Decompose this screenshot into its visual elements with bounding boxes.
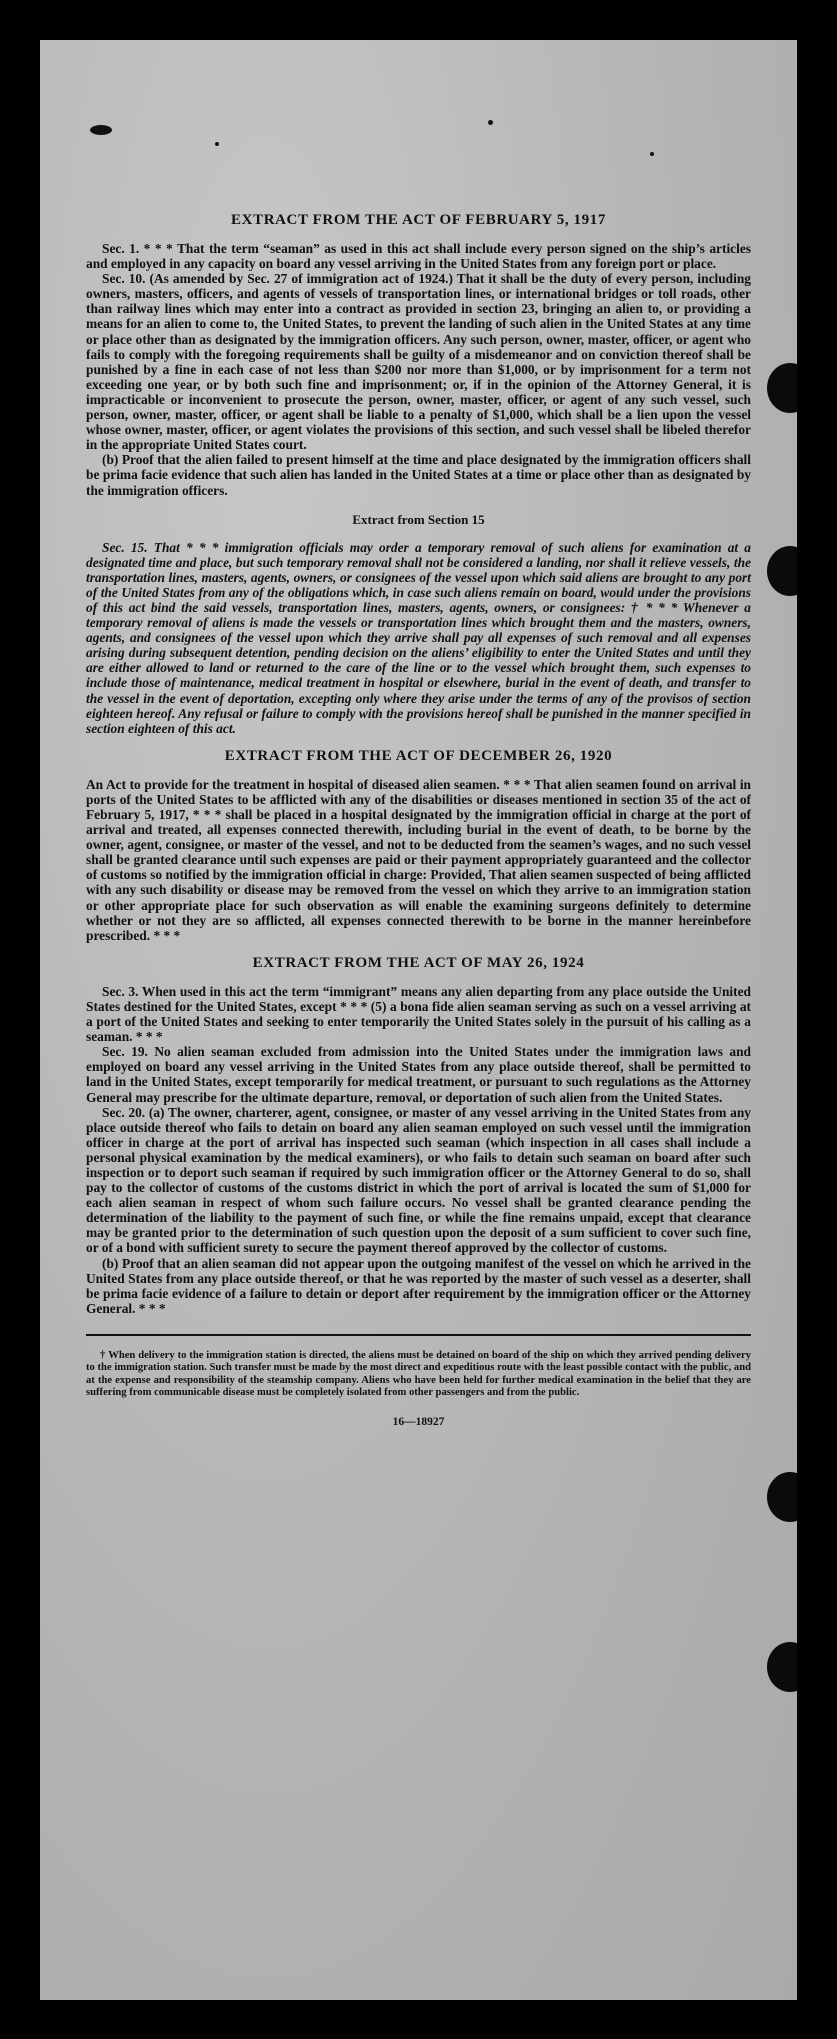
heading-act-1920: EXTRACT FROM THE ACT OF DECEMBER 26, 1920 [224,747,613,764]
section-20b-paragraph: (b) Proof that an alien seaman did not appear upon the outgoing manifest of the vessel on which he arrived in the United States from any place outside thereof, or that he was reported by the master of such vessel as a deserter, shall be prima facie evidence of a failure to detain or deport after requirement by the immigration officer or the Attorney General. * * * [86,1255,751,1316]
section-20-paragraph: Sec. 20. (a) The owner, charterer, agent, consignee, or master of any vessel arriving in the United States from any place outside thereof who fails to detain on board any alien seaman employed on such vessel until the immigration officer in charge at the port of arrival has inspected such seaman (which inspection in all cases shall include a personal physical examination by the medical examiners), or who fails to detain such seaman on board after such inspection or to deport such seaman if required by such immigration officer or the Attorney General to do so, shall pay to the collector of customs of the customs district in which the port of arrival is located the sum of $1,000 for each alien seaman in respect of whom such failure occurs. No vessel shall be granted clearance pending the determination of the liability to the payment of such fine, or while the fine remains unpaid, except that clearance may be granted prior to the determination of such question upon the deposit of a sum sufficient to cover such fine, or of a bond with sufficient surety to secure the payment thereof approved by the collector of customs. [86,1104,751,1256]
form-number: 16—18927 [392,1415,445,1428]
section-10-paragraph: Sec. 10. (As amended by Sec. 27 of immigration act of 1924.) That it shall be the duty of every person, including owners, masters, officers, and agents of vessels of transportation lines, or international bridges or toll roads, other than railway lines which may enter into a contract as provided in section 23, bringing an alien to, or providing a means for an alien to come to, the United States, to prevent the landing of such alien in the United States at any time or place other than as designated by the immigration officers. Any such person, owner, master, officer, or agent who fails to comply with the foregoing requirements shall be guilty of a misdemeanor and on conviction thereof shall be punished by a fine in each case of not less than $200 nor more than $1,000, or by imprisonment for a term not exceeding one year, or by both such fine and imprisonment; or, if in the opinion of the Attorney General, it is impracticable or inconvenient to prosecute the person, owner, master, officer, or agent of any such vessel, such person, owner, master, officer, or agent shall be liable to a penalty of $1,000, which shall be a lien upon the vessel whose owner, master, officer, or agent violates the provisions of this section, and such vessel shall be libeled therefor in the appropriate United States court. [86,271,751,453]
footnote: † When delivery to the immigration station is directed, the aliens must be detained on board of the ship on which they arrived pending delivery to the immigration station. Such transfer must be made by the most direct and expeditious route with the least possible contact with the public, and at the expense and responsibility of the steamship company. Aliens who have been held for further medical examination in the belief that they are suffering from communicable disease must be completely isolated from other passengers and from the public. [86,1349,751,1399]
ink-speck [90,125,112,135]
punch-hole [767,546,797,596]
ink-speck [488,120,493,125]
section-1-paragraph: Sec. 1. * * * That the term “seaman” as used in this act shall include every person signed on the ship’s articles and employed in any capacity on board any vessel arriving in the United States from any foreign port or place. [86,241,751,272]
section-3-paragraph: Sec. 3. When used in this act the term “immigrant” means any alien departing from any place outside the United States destined for the United States, except * * * (5) a bona fide alien seaman serving as such on a vessel arriving at a port of the United States and seeking to enter temporarily the United States solely in the pursuit of his calling as a seaman. * * * [86,983,751,1045]
document-page [40,40,797,2000]
punch-hole [767,363,797,413]
ink-speck [650,152,654,156]
section-10b-paragraph: (b) Proof that the alien failed to present himself at the time and place designated by the immigration officers shall be prima facie evidence that such alien has landed in the United States at a time or place other than as designated by the immigration officers. [86,452,751,498]
footnote-divider [86,1334,751,1336]
section-15-paragraph: Sec. 15. That * * * immigration officials may order a temporary removal of such aliens for examination at a designated time and place, but such temporary removal shall not be considered a landing, nor shall it relieve vessels, the transportation lines, masters, agents, owners, or consignees of the vessel upon which said aliens are brought to any port of the United States from any of the obligations which, in case such aliens remain on board, would under the provisions of this act bind the said vessels, transportation lines, masters, agents, owners, or consignees: † * * * Whenever a temporary removal of aliens is made the vessels or transportation lines which brought them and the masters, owners, agents, and consignees of the vessel upon which they arrive shall pay all expenses of such removal and all expenses arising during subsequent detention, pending decision on the aliens’ eligibility to enter the United States and until they are either allowed to land or returned to the care of the line or to the vessel which brought them, such expenses to include those of maintenance, medical treatment in hospital or elsewhere, burial in the event of death, and transfer to the vessel in the event of deportation, excepting only where they arise under the terms of any of the provisos of section eighteen hereof. Any refusal or failure to comply with the provisions hereof shall be punished in the manner specified in section eighteen of this act. [86,539,751,736]
heading-act-1924: EXTRACT FROM THE ACT OF MAY 26, 1924 [252,954,585,971]
ink-speck [215,142,219,146]
heading-section-15: Extract from Section 15 [352,511,485,527]
heading-act-1917: EXTRACT FROM THE ACT OF FEBRUARY 5, 1917 [231,212,606,228]
punch-hole [767,1472,797,1522]
act-1920-paragraph: An Act to provide for the treatment in hospital of diseased alien seamen. * * * That alien seamen found on arrival in ports of the United States to be afflicted with any of the disabilities or diseases mentioned in section 35 of the act of February 5, 1917, * * * shall be placed in a hospital designated by the immigration official in charge at the port of arrival and treated, all expenses connected therewith, including burial in the event of death, to be borne by the owner, agent, consignee, or master of the vessel, and not to be deducted from the seamen’s wages, and no such vessel shall be granted clearance until such expenses are paid or their payment appropriately guaranteed and the collector of customs so notified by the immigration official in charge: Provided, That alien seamen suspected of being afflicted with any such disability or disease may be removed from the vessel on which they arrive to an immigration station or other appropriate place for such observation as will enable the examining surgeons definitely to determine whether or not they are so afflicted, all expenses connected therewith to be borne in the manner hereinbefore prescribed. * * * [86,776,751,943]
section-19-paragraph: Sec. 19. No alien seaman excluded from admission into the United States under the immigration laws and employed on board any vessel arriving in the United States from any place outside thereof, shall be permitted to land in the United States, except temporarily for medical treatment, or pursuant to such regulations as the Attorney General may prescribe for the ultimate departure, removal, or deportation of such alien from the United States. [86,1044,751,1105]
punch-hole [767,1642,797,1692]
